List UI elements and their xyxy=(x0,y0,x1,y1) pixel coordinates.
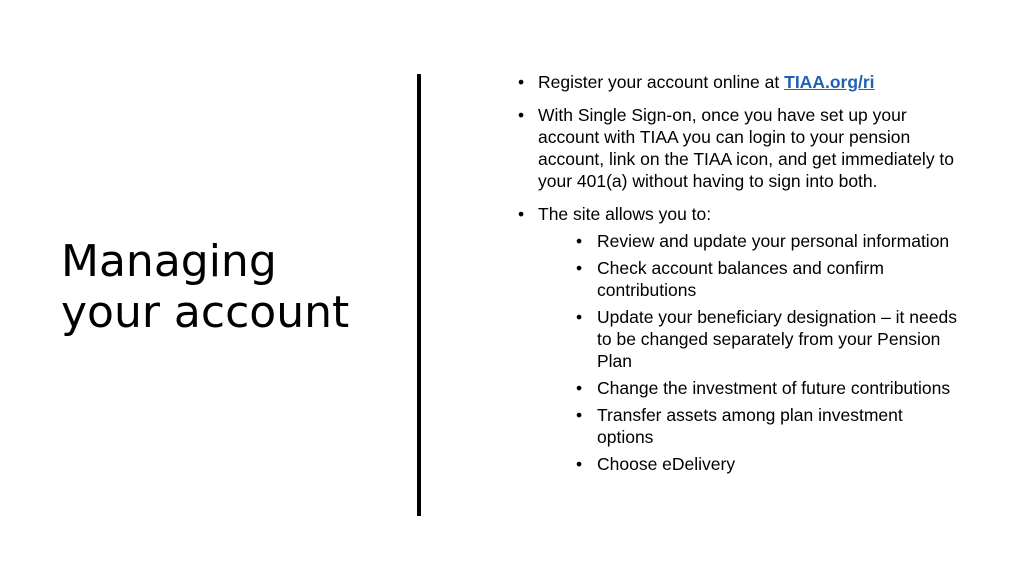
sub-bullet-item: • Check account balances and confirm contributions xyxy=(576,257,958,301)
bullet-list xyxy=(518,71,958,475)
slide-title xyxy=(61,236,391,338)
sub-bullet-item: • Review and update your personal information xyxy=(576,230,958,252)
title-line-1: Managing xyxy=(61,236,277,287)
sub-bullet-item: • Update your beneficiary designation – it needs to be changed separately from your Pension Plan xyxy=(576,306,958,372)
sub-bullet-item: • Transfer assets among plan investment options xyxy=(576,404,958,448)
vertical-divider xyxy=(417,74,421,516)
content-area xyxy=(518,71,958,486)
title-line-2: your account xyxy=(61,287,350,338)
site-allows-text: The site allows you to: xyxy=(538,204,712,224)
sub-bullet-item: • Change the investment of future contributions xyxy=(576,377,958,399)
sub-bullet-item: • Choose eDelivery xyxy=(576,453,958,475)
register-text: Register your account online at xyxy=(538,72,785,92)
bullet-site-allows xyxy=(518,203,958,475)
sub-bullet-list xyxy=(538,230,958,475)
single-sign-on-text: With Single Sign-on, once you have set up your account with TIAA you can login to your pension account, link on the TIAA icon, and get immediately to your 401(a) without having to sign into both. xyxy=(538,105,955,191)
bullet-single-sign-on xyxy=(518,104,958,192)
tiaa-link[interactable]: TIAA.org/ri xyxy=(784,72,875,92)
bullet-register xyxy=(518,71,958,93)
